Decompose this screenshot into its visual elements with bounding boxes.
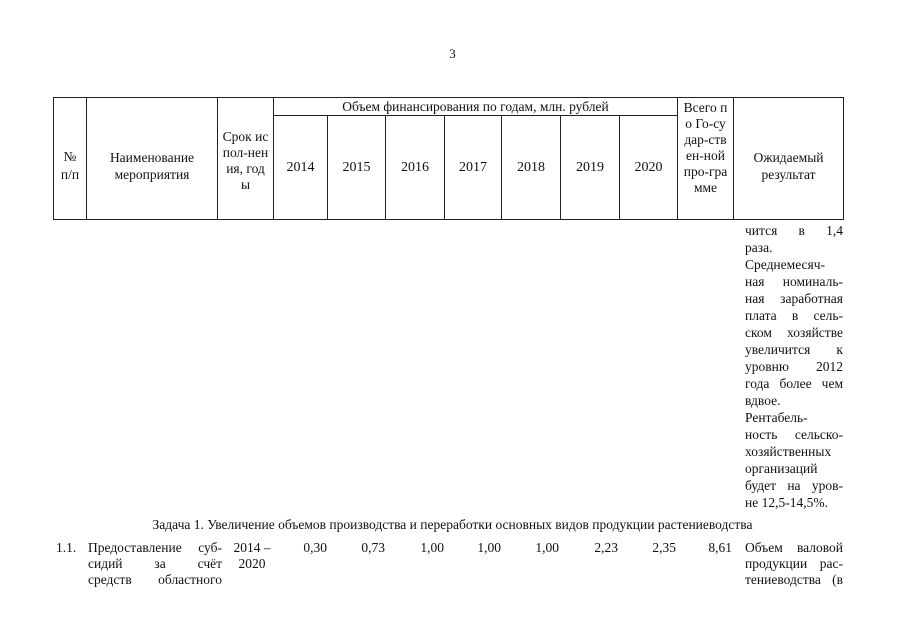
task-title: Задача 1. Увеличение объемов производства и переработки основных видов продукции растениеводства — [152, 517, 753, 532]
header-term: Срок испол-нения, годы — [218, 98, 274, 220]
result-line: Среднемесяч- — [745, 257, 826, 272]
row-name: Предоставление суб- сидий за счёт средств областного — [88, 540, 222, 587]
header-year: 2014 — [274, 116, 328, 220]
header-year: 2020 — [620, 116, 678, 220]
row-number: 1.1. — [56, 540, 77, 555]
header-year: 2016 — [386, 116, 445, 220]
result-line: будет на уров- — [745, 478, 843, 493]
row-result: Объем валовой продукции рас- тениеводства (в — [745, 540, 843, 587]
header-year: 2018 — [502, 116, 561, 220]
result-line: организаций — [745, 461, 818, 476]
result-line: ность сельско- — [745, 427, 843, 442]
result-line: ная номиналь- — [745, 274, 843, 289]
result-line: ная заработная — [745, 291, 843, 306]
header-year: 2019 — [561, 116, 620, 220]
header-total: Всего по Го-судар-ствен-ной про-грамме — [678, 98, 734, 220]
row-term: 2014 – 2020 — [233, 540, 271, 571]
result-line: Рентабель- — [745, 410, 808, 425]
header-name: Наименование мероприятия — [87, 98, 218, 220]
value-2016: 1,00 — [420, 540, 444, 555]
result-continuation — [745, 222, 843, 511]
value-total: 8,61 — [708, 540, 732, 555]
header-result: Ожидаемый результат — [734, 98, 844, 220]
header-year: 2017 — [445, 116, 502, 220]
header-financing: Объем финансирования по годам, млн. рублей — [274, 98, 678, 116]
result-line: не 12,5-14,5%. — [745, 495, 828, 510]
result-line: уровню 2012 — [745, 359, 843, 374]
value-2018: 1,00 — [535, 540, 559, 555]
result-line: чится в 1,4 — [745, 223, 843, 238]
result-line: плата в сель- — [745, 308, 843, 323]
result-line: года более чем — [745, 376, 843, 391]
page-number: 3 — [449, 46, 456, 61]
value-2015: 0,73 — [361, 540, 385, 555]
value-2020: 2,35 — [652, 540, 676, 555]
value-2019: 2,23 — [594, 540, 618, 555]
result-line: раза. — [745, 240, 773, 255]
table-header — [53, 97, 844, 220]
result-line: вдвое. — [745, 393, 781, 408]
result-line: хозяйственных — [745, 444, 832, 459]
value-2014: 0,30 — [303, 540, 327, 555]
result-line: увеличится к — [745, 342, 843, 357]
value-2017: 1,00 — [477, 540, 501, 555]
header-year: 2015 — [328, 116, 386, 220]
result-line: ском хозяйстве — [745, 325, 843, 340]
header-num: № п/п — [54, 98, 87, 220]
